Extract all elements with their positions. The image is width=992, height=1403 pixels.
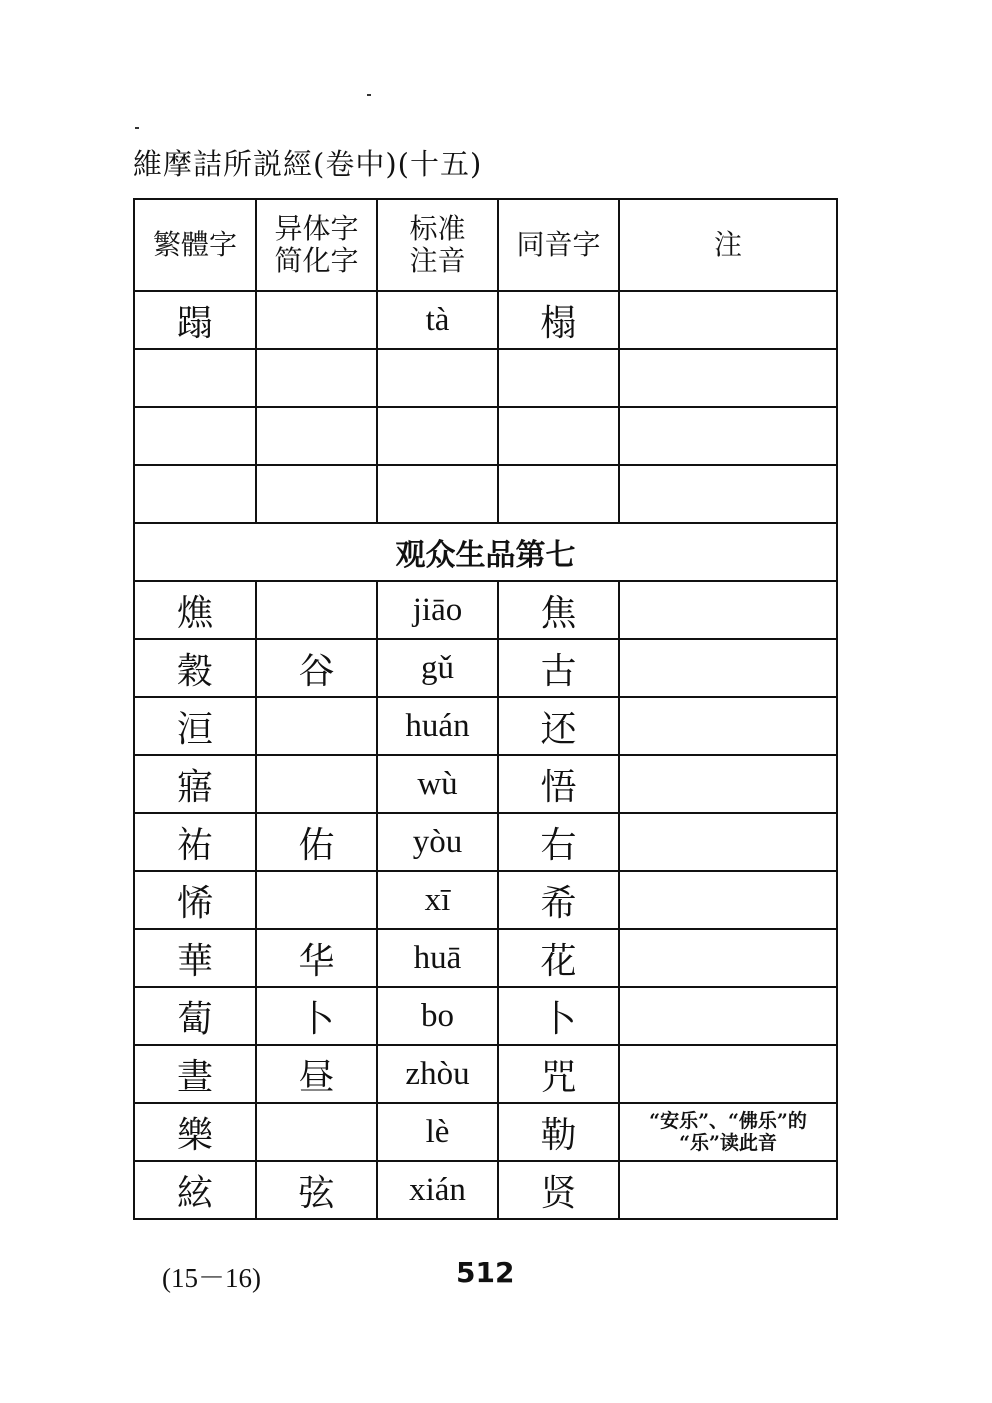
simplified-cell	[256, 755, 377, 813]
homophone-cell: 希	[498, 871, 619, 929]
section-title: 观众生品第七	[134, 523, 837, 581]
homophone-cell: 花	[498, 929, 619, 987]
traditional-cell: 洹	[134, 697, 256, 755]
simplified-cell: 卜	[256, 987, 377, 1045]
traditional-cell: 晝	[134, 1045, 256, 1103]
simplified-cell: 佑	[256, 813, 377, 871]
pinyin-cell: wù	[377, 755, 498, 813]
note-cell	[619, 813, 837, 871]
homophone-cell: 卜	[498, 987, 619, 1045]
header-note: 注	[619, 199, 837, 291]
pinyin-cell: tà	[377, 291, 498, 349]
pinyin-cell: lè	[377, 1103, 498, 1161]
header-traditional: 繁體字	[134, 199, 256, 291]
note-cell	[619, 929, 837, 987]
note-cell	[619, 1103, 837, 1161]
page-number: 512	[456, 1256, 515, 1289]
traditional-cell: 蔔	[134, 987, 256, 1045]
pinyin-cell: xī	[377, 871, 498, 929]
table-row	[134, 1103, 837, 1161]
table-row	[134, 639, 837, 697]
traditional-cell: 寤	[134, 755, 256, 813]
table-row	[134, 871, 837, 929]
traditional-cell	[134, 407, 256, 465]
homophone-cell: 焦	[498, 581, 619, 639]
pinyin-cell: gǔ	[377, 639, 498, 697]
table-row	[134, 929, 837, 987]
header-pinyin-line2: 注音	[409, 244, 466, 277]
note-text: “乐”读此音	[679, 1132, 777, 1154]
table-row	[134, 1045, 837, 1103]
header-variant-line1: 异体字	[274, 212, 359, 245]
simplified-cell	[256, 291, 377, 349]
table-row	[134, 291, 837, 349]
table-row	[134, 755, 837, 813]
note-cell	[619, 639, 837, 697]
table-row	[134, 581, 837, 639]
note-cell	[619, 1161, 837, 1219]
simplified-cell	[256, 465, 377, 523]
pinyin-cell	[377, 407, 498, 465]
section-row	[134, 523, 837, 581]
pinyin-cell: zhòu	[377, 1045, 498, 1103]
header-pinyin	[377, 199, 498, 291]
pinyin-cell: yòu	[377, 813, 498, 871]
stray-mark	[367, 94, 371, 96]
note-cell	[619, 291, 837, 349]
note-cell	[619, 581, 837, 639]
pinyin-cell: huā	[377, 929, 498, 987]
traditional-cell: 祐	[134, 813, 256, 871]
header-variant	[256, 199, 377, 291]
homophone-cell: 悟	[498, 755, 619, 813]
table-row	[134, 987, 837, 1045]
homophone-cell	[498, 407, 619, 465]
homophone-cell: 右	[498, 813, 619, 871]
traditional-cell: 蹋	[134, 291, 256, 349]
pinyin-cell: huán	[377, 697, 498, 755]
traditional-cell	[134, 349, 256, 407]
note-cell	[619, 1045, 837, 1103]
traditional-cell	[134, 465, 256, 523]
simplified-cell	[256, 349, 377, 407]
simplified-cell	[256, 407, 377, 465]
pinyin-cell	[377, 349, 498, 407]
traditional-cell: 絃	[134, 1161, 256, 1219]
traditional-cell: 穀	[134, 639, 256, 697]
table-row	[134, 1161, 837, 1219]
header-row	[134, 199, 837, 291]
simplified-cell: 华	[256, 929, 377, 987]
footer-range: (15－16)	[162, 1263, 261, 1293]
simplified-cell	[256, 697, 377, 755]
note-cell	[619, 697, 837, 755]
stray-mark	[135, 127, 139, 129]
note-cell	[619, 871, 837, 929]
header-homophone: 同音字	[498, 199, 619, 291]
header-pinyin-line1: 标准	[409, 212, 466, 245]
table-row	[134, 813, 837, 871]
homophone-cell: 古	[498, 639, 619, 697]
homophone-cell: 还	[498, 697, 619, 755]
note-cell	[619, 349, 837, 407]
simplified-cell	[256, 1103, 377, 1161]
pinyin-cell: jiāo	[377, 581, 498, 639]
homophone-cell: 咒	[498, 1045, 619, 1103]
note-text: “安乐”、“佛乐”的	[649, 1110, 807, 1132]
homophone-cell	[498, 349, 619, 407]
homophone-cell: 贤	[498, 1161, 619, 1219]
pinyin-cell: bo	[377, 987, 498, 1045]
table-row	[134, 407, 837, 465]
simplified-cell	[256, 581, 377, 639]
simplified-cell: 谷	[256, 639, 377, 697]
traditional-cell: 樂	[134, 1103, 256, 1161]
table-row	[134, 465, 837, 523]
homophone-cell: 榻	[498, 291, 619, 349]
note-cell	[619, 755, 837, 813]
note-cell	[619, 465, 837, 523]
simplified-cell	[256, 871, 377, 929]
homophone-cell: 勒	[498, 1103, 619, 1161]
homophone-cell	[498, 465, 619, 523]
pinyin-cell: xián	[377, 1161, 498, 1219]
page-title: 維摩詰所説經(卷中)(十五)	[133, 147, 483, 181]
traditional-cell: 華	[134, 929, 256, 987]
table-row	[134, 697, 837, 755]
traditional-cell: 悕	[134, 871, 256, 929]
simplified-cell: 弦	[256, 1161, 377, 1219]
glossary-rows	[134, 581, 837, 1219]
pinyin-cell	[377, 465, 498, 523]
simplified-cell: 昼	[256, 1045, 377, 1103]
header-variant-line2: 简化字	[274, 244, 359, 277]
table-row	[134, 349, 837, 407]
note-cell	[619, 407, 837, 465]
note-cell	[619, 987, 837, 1045]
traditional-cell: 燋	[134, 581, 256, 639]
glossary-table	[133, 198, 838, 1220]
